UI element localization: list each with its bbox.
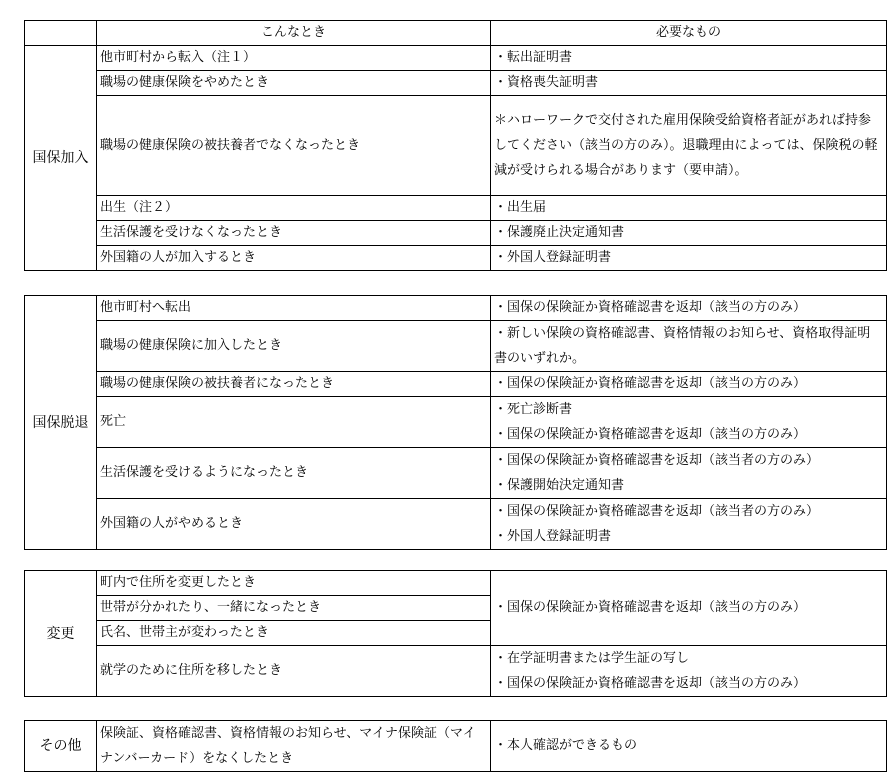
required-cell: ・本人確認ができるもの	[491, 721, 887, 772]
change-table	[24, 570, 887, 697]
situation-cell: 死亡	[97, 397, 491, 448]
required-cell: ・出生届	[491, 196, 887, 221]
table-row	[25, 196, 887, 221]
required-cell: ・新しい保険の資格確認書、資格情報のお知らせ、資格取得証明書のいずれか。	[491, 321, 887, 372]
situation-cell: 職場の健康保険をやめたとき	[97, 71, 491, 96]
required-line: ・国保の保険証か資格確認書を返却（該当者の方のみ）	[494, 453, 820, 468]
situation-cell: 就学のために住所を移したとき	[97, 646, 491, 697]
category-change: 変更	[25, 571, 97, 697]
category-leave: 国保脱退	[25, 296, 97, 550]
table-row	[25, 321, 887, 372]
category-other: その他	[25, 721, 97, 772]
required-cell: ・転出証明書	[491, 46, 887, 71]
table-row	[25, 221, 887, 246]
situation-cell: 職場の健康保険の被扶養者になったとき	[97, 372, 491, 397]
required-cell: ・国保の保険証か資格確認書を返却（該当の方のみ）	[491, 372, 887, 397]
required-cell	[491, 499, 887, 550]
required-line: ・国保の保険証か資格確認書を返却（該当の方のみ）	[494, 676, 807, 691]
required-cell: ・外国人登録証明書	[491, 246, 887, 271]
required-cell	[491, 646, 887, 697]
situation-cell: 出生（注２）	[97, 196, 491, 221]
table-row	[25, 246, 887, 271]
table-row	[25, 71, 887, 96]
join-table	[24, 20, 887, 271]
header-row	[25, 21, 887, 46]
situation-cell: 職場の健康保険の被扶養者でなくなったとき	[97, 96, 491, 196]
required-line: ・国保の保険証か資格確認書を返却（該当の方のみ）	[494, 427, 807, 442]
required-line: ・国保の保険証か資格確認書を返却（該当者の方のみ）	[494, 504, 820, 519]
table-row	[25, 372, 887, 397]
situation-cell: 他市町村から転入（注１）	[97, 46, 491, 71]
situation-cell: 生活保護を受けるようになったとき	[97, 448, 491, 499]
required-cell: ＊ハローワークで交付された雇用保険受給資格者証があれば持参してください（該当の方のみ）。退職理由によっては、保険税の軽減が受けられる場合があります（要申請）。	[491, 96, 887, 196]
table-row	[25, 721, 887, 772]
situation-cell: 他市町村へ転出	[97, 296, 491, 321]
situation-cell: 世帯が分かれたり、一緒になったとき	[97, 596, 491, 621]
table-row	[25, 448, 887, 499]
required-cell	[491, 448, 887, 499]
required-cell: ・保護廃止決定通知書	[491, 221, 887, 246]
required-line: ・在学証明書または学生証の写し	[494, 651, 690, 666]
situation-cell: 保険証、資格確認書、資格情報のお知らせ、マイナ保険証（マイナンバーカード）をなくしたとき	[97, 721, 491, 772]
situation-cell: 外国籍の人が加入するとき	[97, 246, 491, 271]
required-cell: ・国保の保険証か資格確認書を返却（該当の方のみ）	[491, 571, 887, 646]
other-table	[24, 720, 887, 772]
required-cell: ・国保の保険証か資格確認書を返却（該当の方のみ）	[491, 296, 887, 321]
table-row	[25, 499, 887, 550]
table-row	[25, 646, 887, 697]
header-required: 必要なもの	[491, 21, 887, 46]
situation-cell: 生活保護を受けなくなったとき	[97, 221, 491, 246]
required-line: ・死亡診断書	[494, 402, 573, 417]
required-cell	[491, 397, 887, 448]
table-row	[25, 46, 887, 71]
table-row	[25, 296, 887, 321]
table-row	[25, 96, 887, 196]
category-join: 国保加入	[25, 46, 97, 271]
situation-cell: 外国籍の人がやめるとき	[97, 499, 491, 550]
required-line: ・外国人登録証明書	[494, 529, 612, 544]
leave-table	[24, 295, 887, 550]
table-row	[25, 397, 887, 448]
situation-cell: 町内で住所を変更したとき	[97, 571, 491, 596]
required-cell: ・資格喪失証明書	[491, 71, 887, 96]
header-blank-cell	[25, 21, 97, 46]
required-line: ・保護開始決定通知書	[494, 478, 625, 493]
table-row	[25, 571, 887, 596]
situation-cell: 職場の健康保険に加入したとき	[97, 321, 491, 372]
situation-cell: 氏名、世帯主が変わったとき	[97, 621, 491, 646]
header-situation: こんなとき	[97, 21, 491, 46]
